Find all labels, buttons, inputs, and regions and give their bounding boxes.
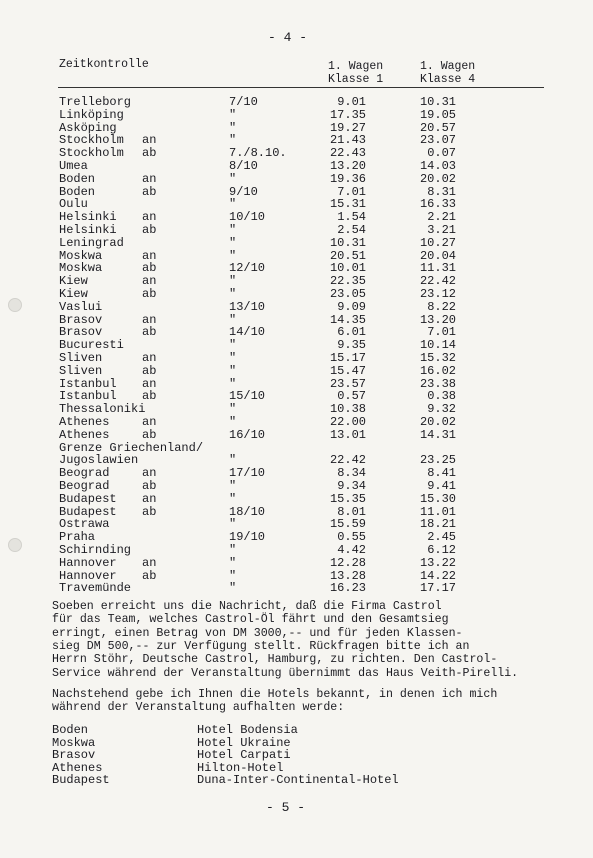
place-cell: Bucuresti — [59, 338, 124, 353]
time-class1-cell: 8.34 — [337, 466, 366, 481]
date-cell: 10/10 — [229, 210, 266, 225]
time-class1-cell: 9.35 — [337, 338, 366, 353]
hotel-city: Boden — [52, 723, 89, 737]
page-number-bottom: - 5 - — [266, 800, 306, 815]
time-class1-cell: 6.01 — [337, 325, 366, 340]
time-class4-cell: 10.27 — [419, 235, 456, 250]
time-class1-cell: 0.57 — [337, 389, 366, 404]
place-cell: Stockholm — [59, 146, 124, 161]
time-class4-cell: 0.07 — [427, 146, 456, 161]
direction-cell: an — [142, 133, 157, 148]
time-class1-cell: 9.01 — [337, 95, 366, 109]
hotel-name: Hotel Ukraine — [197, 735, 291, 750]
time-class1-cell: 22.35 — [329, 274, 366, 289]
time-class4-cell: 13.22 — [419, 555, 456, 570]
date-cell: " — [229, 133, 237, 148]
time-class4-cell: 18.21 — [419, 517, 456, 532]
place-cell: Budapest — [59, 504, 117, 519]
paragraph-line: Herrn Stöhr, Deutsche Castrol, Hamburg, zu richten. Den Castrol- — [52, 653, 498, 667]
time-class4-cell: 23.38 — [419, 376, 456, 391]
time-class1-cell: 10.38 — [329, 402, 366, 417]
paragraph-line: während der Veranstaltung aufhalten werde: — [52, 701, 345, 715]
date-cell: " — [229, 376, 237, 391]
time-class1-cell: 14.35 — [329, 312, 366, 327]
place-cell: Helsinki — [59, 210, 117, 225]
place-cell: Beograd — [59, 479, 110, 493]
time-class1-cell: 10.31 — [329, 235, 366, 250]
direction-cell: an — [142, 312, 157, 327]
place-cell: Leningrad — [59, 235, 124, 250]
date-cell: " — [229, 235, 237, 250]
hotel-row — [0, 724, 593, 737]
date-cell: " — [229, 351, 237, 365]
time-class4-cell: 15.32 — [419, 351, 456, 365]
time-class4-cell: 19.05 — [419, 107, 456, 122]
table-row — [0, 480, 593, 493]
time-class1-cell: 8.01 — [337, 504, 366, 519]
paragraph-line: Soeben erreicht uns die Nachricht, daß die Firma Castrol — [52, 600, 442, 613]
place-cell: Kiew — [59, 287, 88, 301]
table-row — [0, 109, 593, 122]
time-class4-cell: 23.12 — [419, 287, 456, 301]
date-cell: " — [229, 363, 237, 378]
paragraph-line: erringt, einen Betrag von DM 3000,-- und für jeden Klassen- — [52, 626, 463, 640]
table-row — [0, 493, 593, 506]
time-class1-cell: 10.01 — [329, 261, 366, 276]
table-row — [0, 429, 593, 442]
time-class1-cell: 4.42 — [337, 543, 366, 557]
place-cell: Athenes — [59, 415, 110, 429]
place-cell: Budapest — [59, 491, 117, 506]
place-cell: Istanbul — [59, 376, 117, 391]
time-class4-cell: 20.57 — [419, 120, 456, 135]
place-cell: Asköping — [59, 120, 117, 135]
header-class4-line2: Klasse 4 — [420, 73, 476, 86]
place-cell: Beograd — [59, 466, 110, 481]
table-row — [0, 288, 593, 301]
time-class1-cell: 2.54 — [337, 223, 366, 237]
date-cell: " — [229, 402, 237, 417]
time-class1-cell: 7.01 — [337, 184, 366, 199]
direction-cell: ab — [142, 504, 157, 519]
place-cell: Brasov — [59, 325, 103, 340]
place-cell: Kiew — [59, 274, 88, 289]
page-number-top: - 4 - — [268, 30, 308, 45]
hotel-city: Budapest — [52, 773, 110, 788]
place-cell: Brasov — [59, 312, 103, 327]
place-cell: Moskwa — [59, 261, 103, 276]
time-class4-cell: 0.38 — [427, 389, 456, 404]
header-class1-line1: 1. Wagen — [328, 60, 384, 73]
direction-cell: ab — [142, 479, 157, 493]
date-cell: " — [229, 223, 237, 237]
table-row — [0, 416, 593, 429]
time-class4-cell: 9.41 — [427, 479, 456, 493]
time-class1-cell: 15.47 — [329, 363, 366, 378]
paragraph-line: für das Team, welches Castrol-Öl fährt und den Gesamtsieg — [52, 613, 449, 627]
time-class4-cell: 8.31 — [427, 184, 456, 199]
hotel-name: Hilton-Hotel — [197, 760, 284, 775]
place-cell: Boden — [59, 184, 96, 199]
date-cell: " — [229, 453, 237, 468]
time-class1-cell: 15.35 — [329, 491, 366, 506]
time-class4-cell: 23.07 — [419, 133, 456, 148]
date-cell: " — [229, 517, 237, 532]
time-class4-cell: 2.21 — [427, 210, 456, 225]
time-class1-cell: 12.28 — [329, 555, 366, 570]
time-class4-cell: 11.01 — [419, 504, 456, 519]
direction-cell: an — [142, 171, 157, 186]
place-cell: Athenes — [59, 427, 110, 442]
direction-cell: an — [142, 491, 157, 506]
place-cell: Praha — [59, 530, 96, 545]
paragraph-line: Nachstehend gebe ich Ihnen die Hotels bekannt, in denen ich mich — [52, 688, 498, 701]
date-cell: " — [229, 287, 237, 301]
time-class1-cell: 19.27 — [329, 120, 366, 135]
table-row — [0, 224, 593, 237]
time-class4-cell: 13.20 — [419, 312, 456, 327]
date-cell: " — [229, 248, 237, 263]
hotel-name: Duna-Inter-Continental-Hotel — [197, 773, 399, 788]
time-class1-cell: 0.55 — [337, 530, 366, 545]
place-cell: Sliven — [59, 351, 103, 365]
direction-cell: an — [142, 274, 157, 289]
header-class1-line2: Klasse 1 — [328, 73, 384, 86]
time-class1-cell: 13.28 — [329, 568, 366, 583]
date-cell: 17/10 — [229, 466, 266, 481]
time-class1-cell: 13.20 — [329, 159, 366, 173]
time-class4-cell: 9.32 — [427, 402, 456, 417]
hotel-city: Moskwa — [52, 735, 96, 750]
direction-cell: an — [142, 351, 157, 365]
direction-cell: ab — [142, 184, 157, 199]
time-class1-cell: 17.35 — [329, 107, 366, 122]
time-class1-cell: 20.51 — [329, 248, 366, 263]
date-cell: " — [229, 415, 237, 429]
time-class4-cell: 11.31 — [419, 261, 456, 276]
time-class4-cell: 14.22 — [419, 568, 456, 583]
direction-cell: ab — [142, 261, 157, 276]
direction-cell: ab — [142, 568, 157, 583]
direction-cell: an — [142, 415, 157, 429]
date-cell: " — [229, 120, 237, 135]
hotel-name: Hotel Bodensia — [197, 723, 298, 737]
header-class4-line1: 1. Wagen — [420, 60, 476, 73]
direction-cell: an — [142, 248, 157, 263]
date-cell: 15/10 — [229, 389, 266, 404]
direction-cell: an — [142, 466, 157, 481]
place-cell: Trelleborg — [59, 95, 132, 109]
place-cell: Vaslui — [59, 299, 103, 314]
time-class1-cell: 15.59 — [329, 517, 366, 532]
table-row — [0, 160, 593, 173]
table-row — [0, 275, 593, 288]
place-cell: Boden — [59, 171, 96, 186]
date-cell: " — [229, 274, 237, 289]
time-class1-cell: 13.01 — [329, 427, 366, 442]
time-class4-cell: 16.02 — [419, 363, 456, 378]
time-class1-cell: 1.54 — [337, 210, 366, 225]
date-cell: " — [229, 543, 237, 557]
time-class4-cell: 17.17 — [419, 581, 456, 596]
date-cell: 19/10 — [229, 530, 266, 545]
direction-cell: ab — [142, 363, 157, 378]
hotel-name: Hotel Carpati — [197, 748, 291, 763]
place-cell: Linköping — [59, 107, 124, 122]
time-class1-cell: 19.36 — [329, 171, 366, 186]
header-zeitkontrolle: Zeitkontrolle — [59, 58, 149, 71]
time-class1-cell: 9.09 — [337, 299, 366, 314]
date-cell: " — [229, 491, 237, 506]
date-cell: 18/10 — [229, 504, 266, 519]
date-cell: 9/10 — [229, 184, 258, 199]
time-class1-cell: 22.42 — [329, 453, 366, 468]
time-class4-cell: 20.04 — [419, 248, 456, 263]
time-class1-cell: 22.00 — [329, 415, 366, 429]
time-class4-cell: 16.33 — [419, 197, 456, 212]
direction-cell: ab — [142, 427, 157, 442]
direction-cell: ab — [142, 223, 157, 237]
date-cell: 16/10 — [229, 427, 266, 442]
time-class4-cell: 3.21 — [427, 223, 456, 237]
direction-cell: ab — [142, 325, 157, 340]
direction-cell: ab — [142, 146, 157, 161]
date-cell: " — [229, 338, 237, 353]
date-cell: 7./8.10. — [229, 146, 287, 161]
table-row — [0, 544, 593, 557]
time-class1-cell: 22.43 — [329, 146, 366, 161]
place-cell: Ostrawa — [59, 517, 110, 532]
time-class4-cell: 15.30 — [419, 491, 456, 506]
table-row — [0, 173, 593, 186]
time-class4-cell: 10.14 — [419, 338, 456, 353]
place-cell: Sliven — [59, 363, 103, 378]
table-row — [0, 365, 593, 378]
date-cell: 7/10 — [229, 95, 258, 109]
time-class1-cell: 23.57 — [329, 376, 366, 391]
date-cell: " — [229, 312, 237, 327]
place-cell: Travemünde — [59, 581, 132, 596]
time-class4-cell: 20.02 — [419, 171, 456, 186]
place-cell: Jugoslawien — [59, 453, 139, 468]
date-cell: " — [229, 171, 237, 186]
time-class1-cell: 15.31 — [329, 197, 366, 212]
place-cell: Umea — [59, 159, 88, 173]
time-class4-cell: 14.31 — [419, 427, 456, 442]
time-class4-cell: 6.12 — [427, 543, 456, 557]
time-class4-cell: 22.42 — [419, 274, 456, 289]
date-cell: 8/10 — [229, 159, 258, 173]
time-class4-cell: 2.45 — [427, 530, 456, 545]
place-cell: Oulu — [59, 197, 88, 212]
date-cell: " — [229, 107, 237, 122]
time-class4-cell: 8.41 — [427, 466, 456, 481]
table-row — [0, 186, 593, 199]
header-underline — [58, 87, 544, 88]
hotel-row — [0, 774, 593, 787]
direction-cell: ab — [142, 389, 157, 404]
place-cell: Istanbul — [59, 389, 117, 404]
table-row — [0, 147, 593, 160]
time-class1-cell: 15.17 — [329, 351, 366, 365]
date-cell: " — [229, 479, 237, 493]
time-class4-cell: 23.25 — [419, 453, 456, 468]
place-cell: Thessaloniki — [59, 402, 146, 417]
table-row — [0, 262, 593, 275]
hotel-city: Athenes — [52, 760, 103, 775]
date-cell: 14/10 — [229, 325, 266, 340]
time-class4-cell: 8.22 — [427, 299, 456, 314]
table-row — [0, 557, 593, 570]
table-row — [0, 96, 593, 109]
date-cell: 12/10 — [229, 261, 266, 276]
time-class1-cell: 21.43 — [329, 133, 366, 148]
date-cell: " — [229, 555, 237, 570]
time-class1-cell: 23.05 — [329, 287, 366, 301]
direction-cell: an — [142, 210, 157, 225]
place-cell: Schirnding — [59, 543, 132, 557]
time-class1-cell: 9.34 — [337, 479, 366, 493]
place-cell: Stockholm — [59, 133, 124, 148]
direction-cell: ab — [142, 287, 157, 301]
date-cell: 13/10 — [229, 299, 266, 314]
paragraph-line: Service während der Veranstaltung übernimmt das Haus Veith-Pirelli. — [52, 666, 519, 680]
date-cell: " — [229, 568, 237, 583]
paragraph-line: sieg DM 500,-- zur Verfügung stellt. Rückfragen bitte ich an — [52, 639, 470, 653]
hotel-city: Brasov — [52, 748, 96, 763]
place-cell: Moskwa — [59, 248, 103, 263]
date-cell: " — [229, 581, 237, 596]
table-row — [0, 237, 593, 250]
table-row — [0, 352, 593, 365]
date-cell: " — [229, 197, 237, 212]
table-row — [0, 301, 593, 314]
table-row — [0, 582, 593, 595]
time-class4-cell: 20.02 — [419, 415, 456, 429]
time-class4-cell: 14.03 — [419, 159, 456, 173]
time-class1-cell: 16.23 — [329, 581, 366, 596]
time-class4-cell: 10.31 — [419, 95, 456, 109]
time-class4-cell: 7.01 — [427, 325, 456, 340]
hotel-row — [0, 749, 593, 762]
direction-cell: an — [142, 555, 157, 570]
place-cell: Helsinki — [59, 223, 117, 237]
place-cell: Grenze Griechenland/ — [59, 440, 204, 455]
place-cell: Hannover — [59, 555, 117, 570]
place-cell: Hannover — [59, 568, 117, 583]
direction-cell: an — [142, 376, 157, 391]
